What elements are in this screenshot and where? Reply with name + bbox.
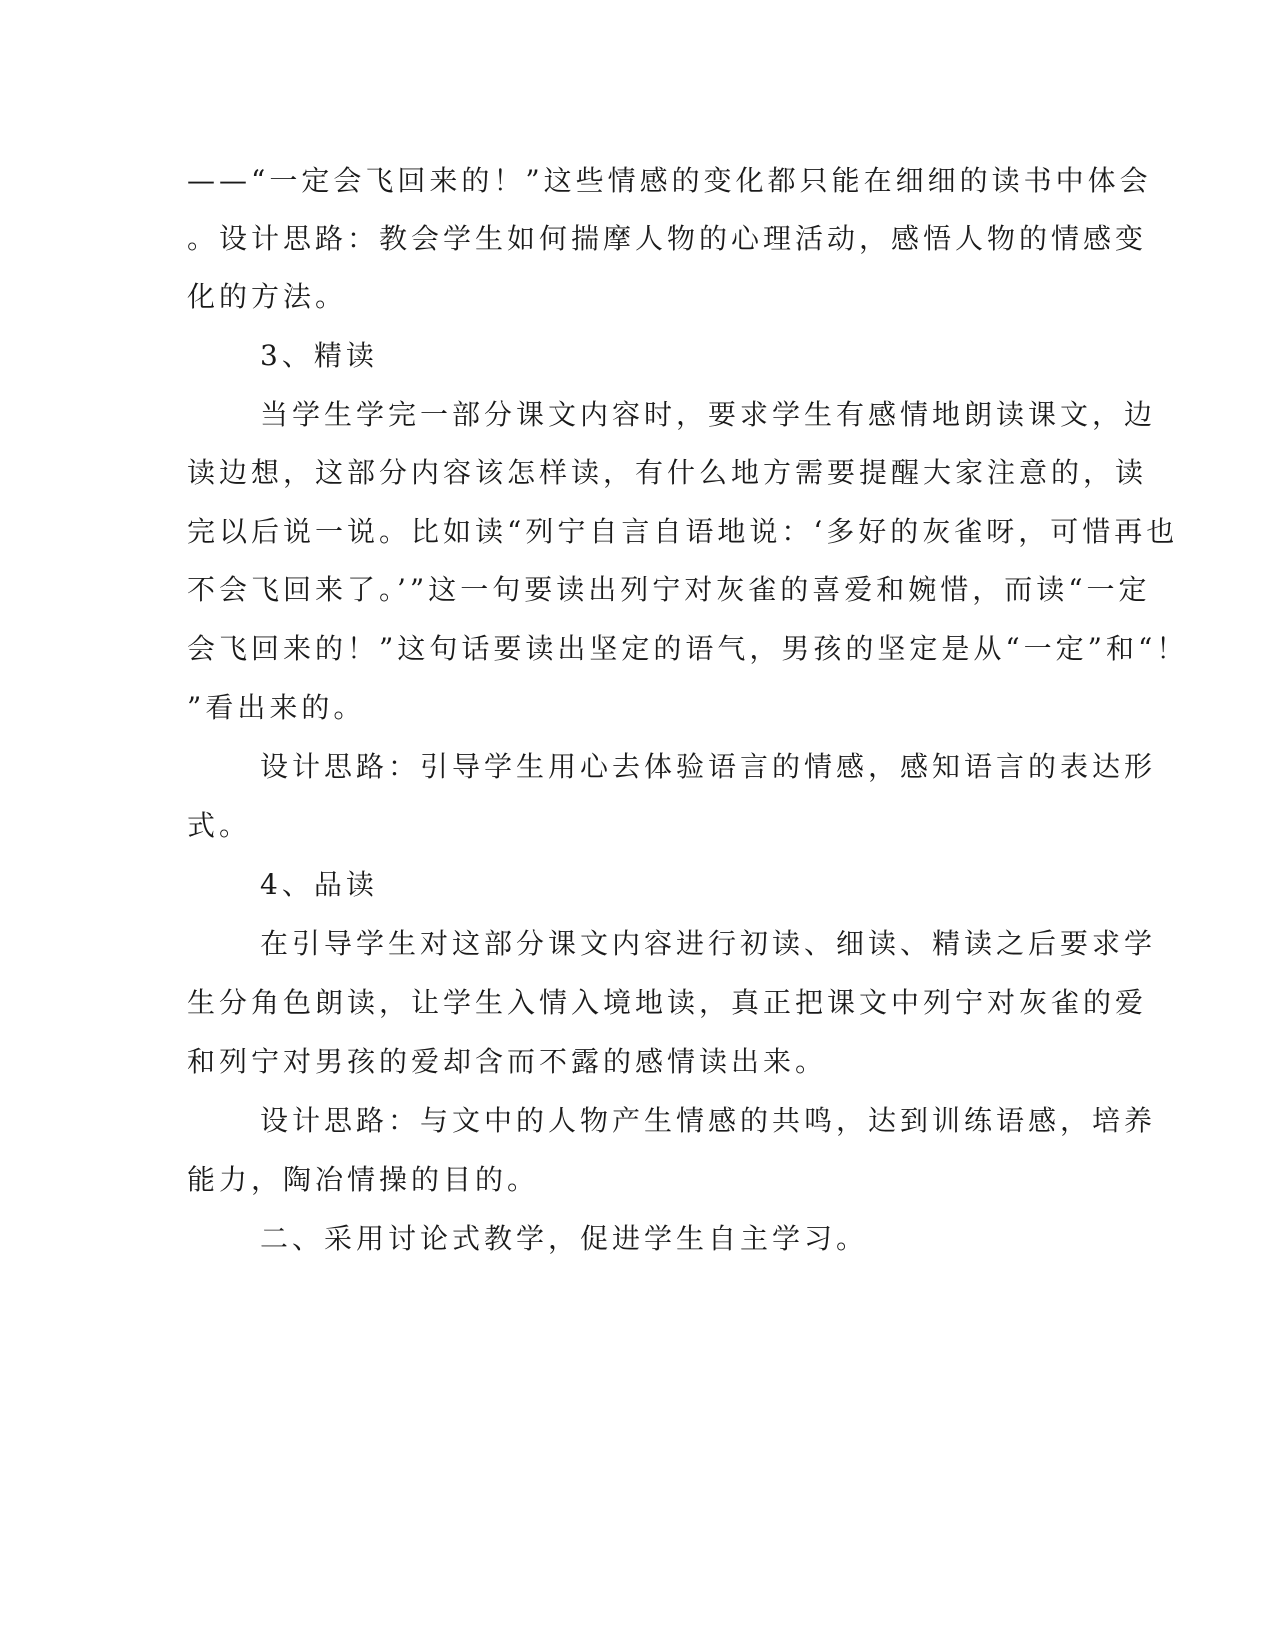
text-line: 在引导学生对这部分课文内容进行初读、细读、精读之后要求学: [260, 927, 1157, 960]
text-line: 和列宁对男孩的爱却含而不露的感情读出来。: [187, 1045, 828, 1078]
text-line: 生分角色朗读，让学生入情入境地读，真正把课文中列宁对灰雀的爱: [187, 986, 1148, 1019]
text-line: 化的方法。: [187, 280, 348, 313]
section-heading: 3、精读: [260, 339, 378, 372]
section-heading: 4、品读: [260, 868, 378, 901]
text-line: 设计思路：引导学生用心去体验语言的情感，感知语言的表达形: [260, 750, 1157, 783]
text-line: 会飞回来的！”这句话要读出坚定的语气，男孩的坚定是从“一定”和“！: [187, 632, 1189, 665]
text-line: 设计思路：与文中的人物产生情感的共鸣，达到训练语感，培养: [260, 1104, 1157, 1137]
text-line: 式。: [187, 809, 252, 842]
text-line: 。设计思路：教会学生如何揣摩人物的心理活动，感悟人物的情感变: [187, 222, 1148, 255]
text-line: ——“一定会飞回来的！”这些情感的变化都只能在细细的读书中体会: [187, 164, 1152, 197]
text-line: 读边想，这部分内容该怎样读，有什么地方需要提醒大家注意的，读: [187, 456, 1148, 489]
text-line: ”看出来的。: [187, 691, 366, 724]
text-line: 不会飞回来了。’”这一句要读出列宁对灰雀的喜爱和婉惜，而读“一定: [187, 573, 1151, 606]
text-line: 完以后说一说。比如读“列宁自言自语地说：‘多好的灰雀呀，可惜再也: [187, 515, 1179, 548]
text-line: 当学生学完一部分课文内容时，要求学生有感情地朗读课文，边: [260, 398, 1157, 431]
section-heading: 二、采用讨论式教学，促进学生自主学习。: [260, 1222, 869, 1255]
text-line: 能力，陶冶情操的目的。: [187, 1163, 540, 1196]
